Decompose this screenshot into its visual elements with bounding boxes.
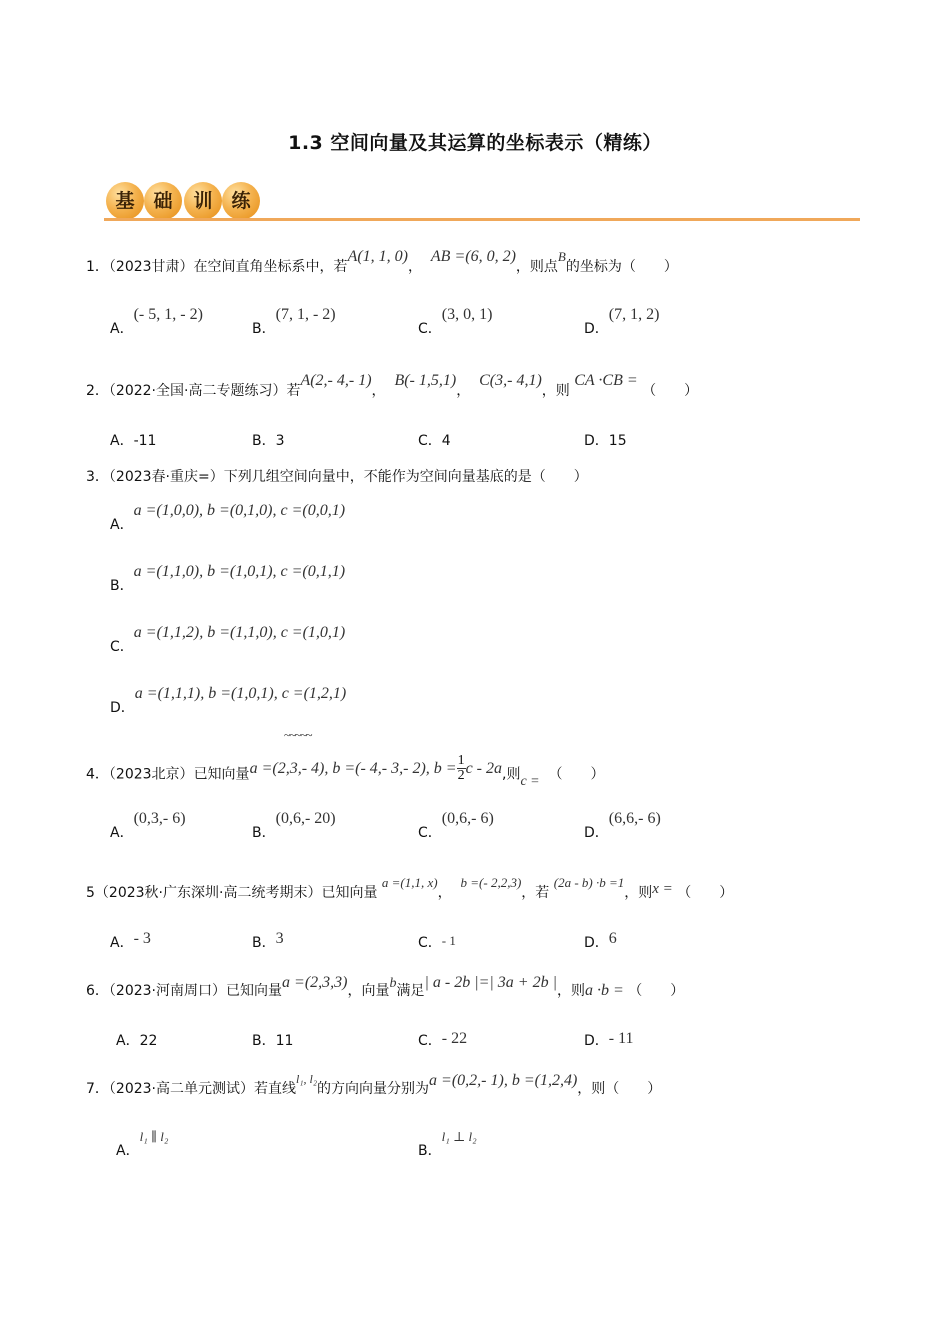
option-math: (6,6,- 6) (608, 810, 661, 827)
question-text: 下列几组空间向量中，不能作为空间向量基底的是（ ） (223, 469, 588, 485)
option-label: A． (116, 1033, 140, 1049)
text: 的方向向量分别为 (317, 1081, 430, 1097)
question-source: （2022·全国·高二专题练习） (108, 383, 287, 399)
option-label: D． (584, 433, 609, 449)
text: （ ） (677, 885, 734, 901)
option-b[interactable] (252, 1030, 293, 1050)
math: a =(2,3,3) (282, 974, 348, 991)
option-label: A． (110, 517, 134, 533)
option-label: A． (110, 825, 134, 841)
math: c - 2a (465, 759, 503, 777)
question-number: 6． (86, 983, 109, 999)
option-label: C． (418, 825, 442, 841)
question-number: 1． (86, 259, 109, 275)
fraction (457, 754, 466, 783)
section-char-1: 基 (106, 182, 144, 220)
math: (2a - b) ·b =1 (553, 875, 625, 890)
math: a ·b = (584, 982, 624, 999)
section-rule (104, 218, 860, 221)
option-math: l₁ ∥ l₂ (139, 1129, 169, 1144)
question-source: （2023甘肃） (108, 259, 194, 275)
question-4 (86, 753, 605, 789)
option-a[interactable] (110, 932, 151, 952)
option-c[interactable] (418, 1030, 467, 1050)
math: AB =(6, 0, 2) (430, 248, 516, 265)
option-value: 15 (608, 433, 627, 449)
math: x = (652, 881, 673, 897)
math: CA ·CB = (574, 372, 638, 389)
option-label: A． (110, 321, 134, 337)
text: 的坐标为（ ） (565, 259, 678, 275)
math: a =(1,1, x) (381, 875, 438, 890)
question-source: （2023北京） (108, 766, 194, 783)
option-b[interactable] (110, 563, 346, 595)
math: C(3,- 4,1) (479, 372, 542, 389)
option-label: A． (110, 935, 134, 951)
option-c[interactable] (418, 810, 494, 842)
option-math: l₁ ⊥ l₂ (441, 1129, 477, 1144)
text: ，则 (556, 983, 585, 999)
math: a =(0,2,- 1), b =(1,2,4) (429, 1072, 578, 1089)
math: A(2,- 4,- 1) (300, 372, 372, 389)
option-label: C． (418, 321, 442, 337)
option-math: a =(1,1,2), b =(1,1,0), c =(1,0,1) (133, 624, 346, 641)
option-b[interactable] (418, 1129, 477, 1160)
question-1 (86, 248, 678, 276)
option-label: A． (110, 433, 134, 449)
math: a =(2,3,- 4), b =(- 4,- 3,- 2), b = (249, 759, 457, 777)
option-math: (0,6,- 6) (441, 810, 494, 827)
text: ， (437, 885, 452, 901)
text: ，向量 (347, 983, 390, 999)
option-label: C． (418, 1033, 442, 1049)
math: b =(- 2,2,3) (460, 875, 522, 890)
question-source: （2023·高二单元测试） (108, 1081, 255, 1097)
fraction-numerator: 1 (457, 753, 465, 768)
math: B (557, 249, 566, 264)
option-b[interactable] (252, 932, 284, 952)
option-math: (0,3,- 6) (133, 810, 186, 827)
option-a[interactable] (116, 1030, 157, 1050)
question-3 (86, 466, 588, 486)
question-text: 在空间直角坐标系中，若 (193, 259, 348, 275)
option-c[interactable] (418, 430, 451, 450)
option-d[interactable] (584, 306, 660, 338)
option-math: 3 (275, 930, 284, 947)
question-source: （2023秋·广东深圳·高二统考期末） (94, 885, 322, 901)
option-b[interactable] (252, 430, 285, 450)
page-title: 1.3 空间向量及其运算的坐标表示（精练） (288, 132, 662, 154)
option-math: 6 (608, 930, 617, 947)
question-7 (86, 1072, 662, 1098)
option-c[interactable] (418, 306, 493, 338)
option-a[interactable] (110, 306, 203, 338)
text: ，则（ ） (577, 1081, 662, 1097)
option-label: D． (584, 1033, 609, 1049)
question-source: （2023·河南周口） (108, 983, 227, 999)
text: ，则 (624, 885, 653, 901)
section-char-4: 练 (222, 182, 260, 220)
math: A(1, 1, 0) (347, 248, 408, 265)
math: b (389, 976, 397, 991)
question-text: 已知向量 (226, 983, 283, 999)
option-math: a =(1,1,1), b =(1,0,1), c =(1,2,1) (134, 685, 347, 702)
question-number: 3． (86, 469, 109, 485)
option-label: B． (252, 1033, 276, 1049)
text: （ ） (628, 983, 685, 999)
option-value: 22 (139, 1033, 158, 1049)
math: | a - 2b |=| 3a + 2b | (424, 974, 557, 991)
text: ， (456, 383, 471, 399)
text: ，若 (521, 885, 550, 901)
option-math: (7, 1, - 2) (275, 306, 336, 323)
option-math: - 22 (441, 1030, 468, 1047)
option-label: B． (252, 321, 276, 337)
text: ， (408, 259, 422, 275)
text: （ ） (548, 766, 605, 783)
option-d[interactable] (584, 932, 617, 952)
option-b[interactable] (252, 810, 336, 842)
text: ,则 (502, 766, 521, 783)
option-math: (- 5, 1, - 2) (133, 306, 203, 323)
option-a[interactable] (116, 1129, 169, 1160)
option-label: D． (110, 700, 135, 716)
text: ， (371, 383, 386, 399)
option-math: a =(1,0,0), b =(0,1,0), c =(0,0,1) (133, 502, 346, 519)
option-value: -11 (133, 433, 157, 449)
option-math: - 11 (608, 1030, 634, 1047)
option-label: C． (418, 433, 442, 449)
question-number: 2． (86, 383, 109, 399)
option-label: D． (584, 825, 609, 841)
question-text: 若 (286, 383, 301, 399)
text: ，则点 (515, 259, 558, 275)
question-source: （2023春·重庆=） (108, 469, 224, 485)
question-text: 已知向量 (321, 885, 378, 901)
option-label: D． (584, 935, 609, 951)
text: ，则 (541, 383, 570, 399)
option-value: 4 (441, 433, 451, 449)
option-label: C． (110, 639, 134, 655)
question-text: 若直线 (254, 1081, 297, 1097)
question-number: 4． (86, 766, 109, 783)
section-char-3: 训 (184, 182, 222, 220)
question-5 (86, 875, 734, 902)
math: l₁, l₂ (296, 1072, 318, 1086)
option-c[interactable] (418, 932, 456, 952)
option-label: B． (252, 825, 276, 841)
question-2 (86, 372, 699, 400)
option-d[interactable] (584, 430, 627, 450)
option-math: a =(1,1,0), b =(1,0,1), c =(0,1,1) (133, 563, 346, 580)
option-math: - 1 (441, 933, 456, 948)
option-label: A． (116, 1143, 140, 1159)
option-math: - 3 (133, 930, 151, 947)
option-d[interactable] (584, 810, 661, 842)
option-label: B． (252, 433, 276, 449)
option-b[interactable] (252, 306, 336, 338)
option-label: D． (584, 321, 609, 337)
option-label: B． (252, 935, 276, 951)
option-math: (3, 0, 1) (441, 306, 493, 323)
option-a[interactable] (110, 430, 156, 450)
section-char-2: 础 (144, 182, 182, 220)
fraction-denominator: 2 (457, 768, 465, 783)
option-label: B． (110, 578, 134, 594)
text: （ ） (642, 383, 699, 399)
option-math: (0,6,- 20) (275, 810, 336, 827)
question-6 (86, 974, 685, 1000)
option-a[interactable] (110, 502, 346, 534)
question-number: 7． (86, 1081, 109, 1097)
question-text: 已知向量 (193, 766, 250, 783)
option-value: 3 (275, 433, 285, 449)
option-value: 11 (275, 1033, 294, 1049)
math: B(- 1,5,1) (394, 372, 457, 389)
vector-arrow-marks: ~~~~~ (284, 728, 312, 742)
option-d[interactable] (110, 685, 347, 717)
option-math: (7, 1, 2) (608, 306, 660, 323)
text: 满足 (396, 983, 425, 999)
option-label: B． (418, 1143, 442, 1159)
math: c = (520, 773, 540, 789)
option-c[interactable] (110, 624, 346, 656)
option-a[interactable] (110, 810, 186, 842)
question-number: 5 (86, 885, 95, 901)
option-label: C． (418, 935, 442, 951)
option-d[interactable] (584, 1030, 634, 1050)
